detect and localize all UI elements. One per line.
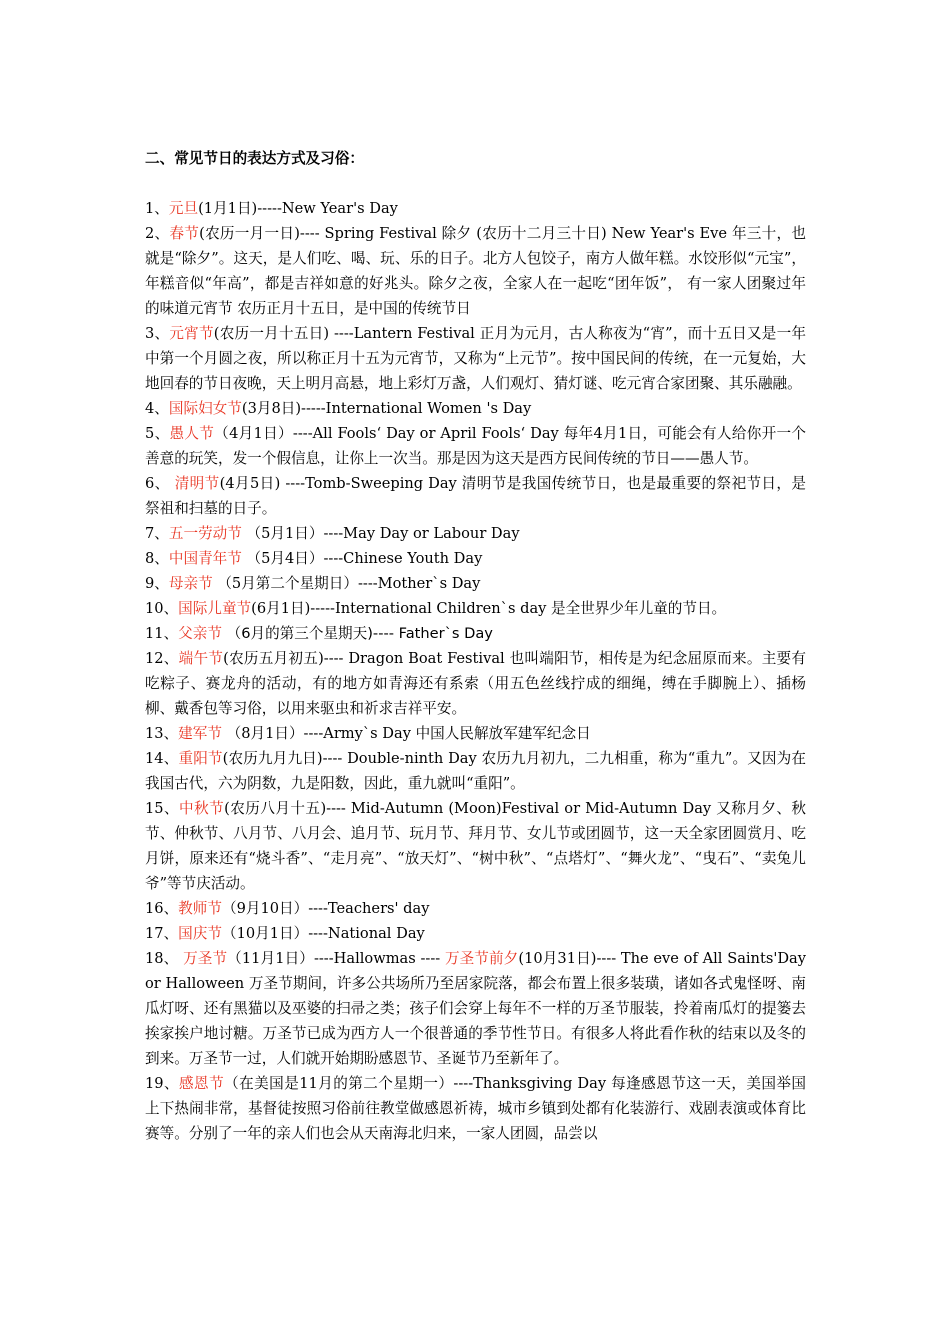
holiday-description: （5月4日）----Chinese Youth Day	[241, 550, 483, 567]
item-number: 1、	[145, 200, 169, 217]
holiday-description: （5月1日）----May Day or Labour Day	[241, 525, 520, 542]
item-number: 13、	[145, 725, 179, 742]
holiday-item-16	[145, 896, 806, 921]
holiday-item-9	[145, 571, 806, 596]
item-number: 14、	[145, 750, 179, 767]
holiday-name-secondary: 万圣节前夕	[444, 950, 519, 967]
holiday-description: （5月第二个星期日）----Mother`s Day	[212, 575, 481, 592]
holiday-item-11	[145, 621, 806, 646]
holiday-item-19	[145, 1071, 806, 1146]
holiday-item-2	[145, 221, 806, 321]
holiday-name: 建军节	[178, 725, 222, 742]
holiday-name: 国际妇女节	[168, 400, 242, 417]
holiday-description: (农历五月初五)---- Dragon Boat Festival 也叫端阳节，相传是为纪念屈原而来。主要有吃粽子、赛龙舟的活动，有的地方如青海还有系索（用五色丝线拧成的细绳，缚在手脚腕上）、插杨柳、戴香包等习俗，以用来驱虫和祈求吉祥平安。	[145, 650, 806, 717]
holiday-item-18	[145, 946, 806, 1071]
item-number: 18、	[145, 950, 184, 967]
holiday-name: 父亲节	[178, 625, 222, 642]
item-number: 2、	[145, 225, 170, 242]
holiday-description: （9月10日）----Teachers' day	[221, 900, 430, 917]
holiday-description: （11月1日）----Hallowmas ----	[227, 950, 445, 967]
holiday-name: 元宵节	[169, 325, 214, 342]
holiday-description-secondary: (10月31日)---- The eve of All Saints'Day or Halloween 万圣节期间，许多公共场所乃至居家院落，都会布置上很多装璜，诸如各式鬼怪呀、南瓜灯呀、还有黑猫以及巫婆的扫帚之类；孩子们会穿上每年不一样的万圣节服装，拎着南瓜灯的提篓去挨家挨户地讨糖。万圣节已成为西方人一个很普通的季节性节日。有很多人将此看作秋的结束以及冬的到来。万圣节一过，人们就开始期盼感恩节、圣诞节乃至新年了。	[145, 950, 806, 1067]
item-number: 16、	[145, 900, 179, 917]
holiday-item-6	[145, 471, 806, 521]
holiday-item-8	[145, 546, 806, 571]
holiday-description: (6月1日)-----International Children`s day 是全世界少年儿童的节日。	[251, 600, 727, 617]
holiday-item-10	[145, 596, 806, 621]
item-number: 9、	[145, 575, 169, 592]
holiday-name: 中国青年节	[168, 550, 242, 567]
holiday-description: (农历一月一日)---- Spring Festival 除夕 (农历十二月三十日) New Year's Eve 年三十，也就是“除夕”。这天，是人们吃、喝、玩、乐的日子。北方人包饺子，南方人做年糕。水饺形似“元宝”，年糕音似“年高”，都是吉祥如意的好兆头。除夕之夜，全家人在一起吃“团年饭”， 有一家人团聚过年的味道元宵节 农历正月十五日，是中国的传统节日	[145, 225, 806, 317]
holiday-item-17	[145, 921, 806, 946]
holiday-description: （8月1日）----Army`s Day 中国人民解放军建军纪念日	[221, 725, 591, 742]
holiday-description: (4月5日) ----Tomb-Sweeping Day 清明节是我国传统节日，也是最重要的祭祀节日，是祭祖和扫墓的日子。	[145, 475, 806, 517]
holiday-item-13	[145, 721, 806, 746]
holiday-name: 感恩节	[179, 1075, 225, 1092]
holiday-item-5	[145, 421, 806, 471]
item-number: 11、	[145, 625, 179, 642]
holiday-item-1	[145, 196, 806, 221]
holiday-description: (3月8日)-----International Women 's Day	[241, 400, 532, 417]
holiday-description: (农历八月十五)---- Mid-Autumn (Moon)Festival or Mid-Autumn Day 又称月夕、秋节、仲秋节、八月节、八月会、追月节、玩月节、拜月节、女儿节或团圆节，这一天全家团圆赏月、吃月饼，原来还有“烧斗香”、“走月亮”、“放天灯”、“树中秋”、“点塔灯”、“舞火龙”、“曳石”、“卖兔儿爷”等节庆活动。	[145, 800, 806, 892]
holiday-item-12	[145, 646, 806, 721]
item-number: 8、	[145, 550, 169, 567]
item-number: 19、	[145, 1075, 180, 1092]
holiday-item-4	[145, 396, 806, 421]
holiday-item-3	[145, 321, 806, 396]
holiday-name: 五一劳动节	[168, 525, 242, 542]
item-number: 10、	[145, 600, 179, 617]
holiday-name: 元旦	[168, 200, 199, 217]
holiday-description: (农历一月十五日) ----Lantern Festival 正月为元月，古人称夜为“宵”，而十五日又是一年中第一个月圆之夜，所以称正月十五为元宵节，又称为“上元节”。按中国民间的传统，在一元复始，大地回春的节日夜晚，天上明月高悬，地上彩灯万盏，人们观灯、猜灯谜、吃元宵合家团聚、其乐融融。	[145, 325, 806, 392]
holiday-name: 重阳节	[178, 750, 223, 767]
holiday-name: 春节	[169, 225, 200, 242]
holiday-name: 中秋节	[179, 800, 225, 817]
holiday-item-14	[145, 746, 806, 796]
item-number: 5、	[145, 425, 170, 442]
document-page	[145, 146, 806, 1146]
item-number: 4、	[145, 400, 169, 417]
holiday-name: 母亲节	[168, 575, 213, 592]
holiday-name: 国庆节	[178, 925, 222, 942]
holiday-item-7	[145, 521, 806, 546]
holiday-description: （10月1日）----National Day	[221, 925, 425, 942]
item-number: 17、	[145, 925, 179, 942]
item-number: 15、	[145, 800, 180, 817]
holiday-description: (1月1日)-----New Year's Day	[198, 200, 398, 217]
item-number: 12、	[145, 650, 179, 667]
item-number: 7、	[145, 525, 169, 542]
holiday-item-15	[145, 796, 806, 896]
holiday-description: (农历九月九日)---- Double-ninth Day 农历九月初九，二九相重，称为“重九”。又因为在我国古代，六为阴数，九是阳数，因此，重九就叫“重阳”。	[145, 750, 806, 792]
holiday-name: 清明节	[174, 475, 220, 492]
section-heading: 二、常见节日的表达方式及习俗：	[145, 150, 364, 167]
holiday-name: 教师节	[178, 900, 222, 917]
holiday-description: （4月1日）----All Fools‘ Day or April Fools‘ Day 每年4月1日，可能会有人给你开一个善意的玩笑，发一个假信息，让你上一次当。那是因为这天是西方民间传统的节日——愚人节。	[145, 425, 806, 467]
holiday-name: 端午节	[178, 650, 224, 667]
holiday-name: 愚人节	[169, 425, 215, 442]
holiday-description: （6月的第三个星期天)---- Father`s Day	[221, 625, 493, 642]
item-number: 6、	[145, 475, 175, 492]
holiday-description: （在美国是11月的第二个星期一）----Thanksgiving Day 每逢感恩节这一天，美国举国上下热闹非常，基督徒按照习俗前往教堂做感恩祈祷，城市乡镇到处都有化装游行、戏剧表演或体育比赛等。分别了一年的亲人们也会从天南海北归来，一家人团圆，品尝以	[145, 1075, 806, 1142]
item-number: 3、	[145, 325, 170, 342]
holiday-name: 国际儿童节	[178, 600, 252, 617]
holiday-name: 万圣节	[183, 950, 228, 967]
